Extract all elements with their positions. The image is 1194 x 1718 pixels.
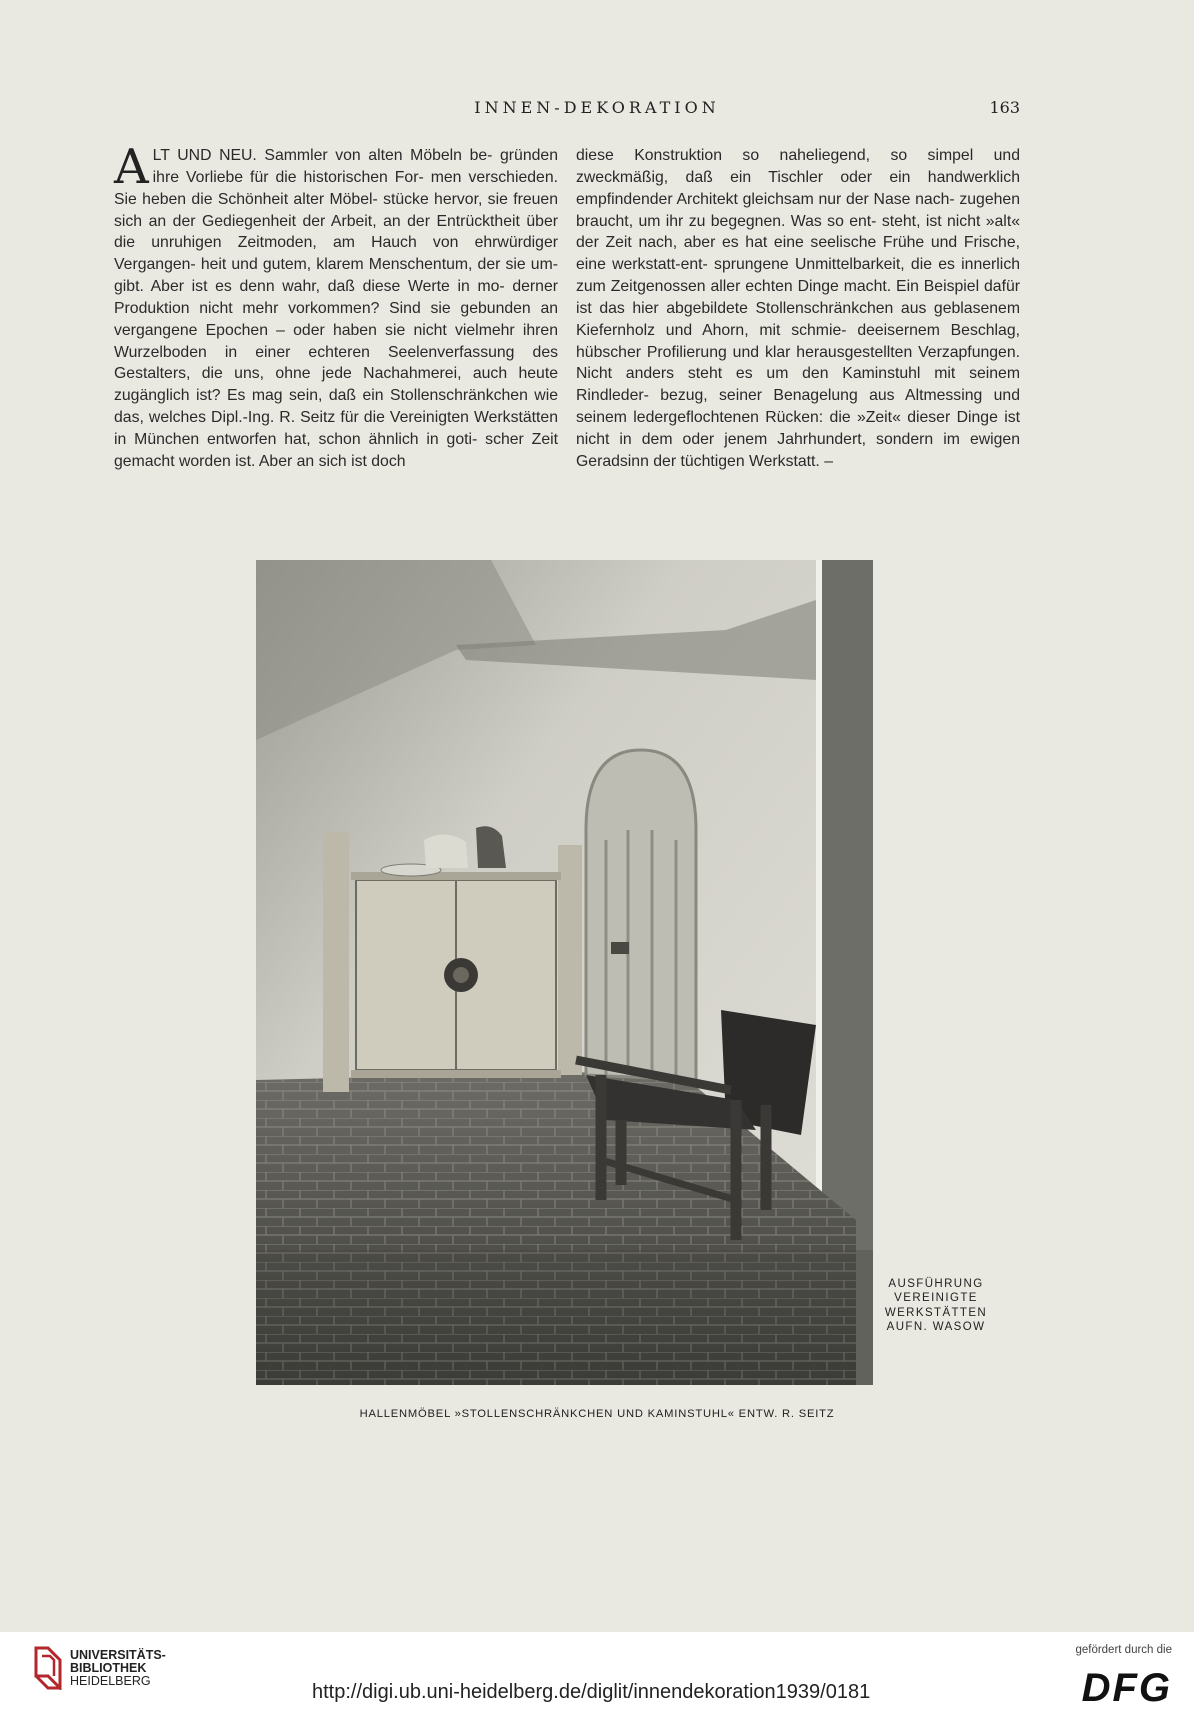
- library-name-line: UNIVERSITÄTS-: [70, 1648, 166, 1662]
- library-name-line: HEIDELBERG: [70, 1674, 151, 1688]
- text-line: Zeitmoden, am Hauch von ehrwürdiger Vergangen-: [114, 234, 558, 274]
- library-logo-icon: [30, 1646, 64, 1690]
- text-line: ist nicht in dem oder jenem Jahrhundert, sondern: [576, 409, 1021, 448]
- text-line: gründen ihre Vorliebe für die historischen For-: [152, 147, 558, 186]
- funded-by-label: gefördert durch die: [1075, 1644, 1172, 1656]
- text-line: LT UND NEU. Sammler von alten Möbeln be-: [152, 147, 493, 164]
- credit-line: VEREINIGTE: [894, 1292, 978, 1305]
- text-line: zweckmäßig, daß ein Tischler oder ein handwerklich: [576, 168, 1020, 186]
- text-line: Nachahmerei, auch heute zugänglich ist? Es mag: [114, 365, 559, 405]
- text-line: derner Produktion nicht mehr vorkommen? Sind sie: [114, 278, 559, 317]
- text-line: der Arbeit, an der Entrücktheit über die unruhigen: [114, 212, 558, 252]
- arched-door: [586, 750, 696, 1080]
- text-line: men verschieden. Sie heben die Schönheit alter Möbel-: [114, 168, 559, 208]
- text-line: nicht vielmehr ihren Wurzelboden in einer echteren: [114, 321, 558, 361]
- text-line: gebunden an vergangene Epochen – oder haben sie: [114, 299, 559, 339]
- text-line: deeisernem Beschlag, hübscher Profilierung und: [576, 321, 1021, 361]
- furniture-photograph: [256, 560, 873, 1385]
- text-line: im ewigen Geradsinn der tüchtigen Werkstatt. –: [576, 430, 1021, 470]
- text-line: steht, ist nicht »alt« der Zeit nach, aber es hat eine: [576, 212, 1020, 252]
- text-line: dafür ist das hier abgebildete Stollenschränkchen: [576, 278, 1021, 317]
- article-paragraph-left: [114, 139, 559, 473]
- text-line: diese Konstruktion so naheliegend, so simpel und: [576, 147, 1020, 164]
- text-line: stücke hervor, sie freuen sich an der Gediegenheit: [114, 190, 558, 230]
- text-line: seelische Frühe und Frische, eine werkstatt-ent-: [576, 234, 1020, 274]
- photo-credit: [878, 1277, 994, 1334]
- article-column-left: [114, 139, 559, 473]
- library-name-line: BIBLIOTHEK: [70, 1661, 147, 1675]
- text-line: Dipl.-Ing. R. Seitz für die Vereinigten Werkstätten: [211, 409, 559, 427]
- credit-line: WERKSTÄTTEN: [884, 1306, 988, 1319]
- text-line: empfindender Architekt gleichsam nur der Nase nach-: [576, 190, 955, 208]
- text-line: heit und gutem, klarem Menschentum, der sie um-: [200, 256, 559, 274]
- running-title: INNEN-DEKORATION: [474, 98, 720, 117]
- figure-caption: HALLENMÖBEL »STOLLENSCHRÄNKCHEN UND KAMINSTUHL« ENTW. R. SEITZ: [359, 1408, 835, 1420]
- text-line: aus geblasenem Kiefernholz und Ahorn, mit schmie-: [576, 299, 1020, 339]
- credit-line: AUFN. WASOW: [886, 1320, 986, 1333]
- permalink[interactable]: http://digi.ub.uni-heidelberg.de/diglit/innendekoration1939/0181: [312, 1681, 871, 1703]
- text-line: bezug, seiner Benagelung aus Altmessing und seinem: [576, 387, 1020, 427]
- text-line: Seelenverfassung des Gestalters, die uns, ohne jede: [114, 343, 559, 383]
- digital-library-footer: [0, 1632, 1194, 1718]
- text-line: klar herausgestellten Verzapfungen. Nicht anders: [576, 343, 1021, 383]
- text-line: Zeitgenossen aller echten Dinge macht. Ein Beispiel: [610, 278, 980, 296]
- text-line: sein, daß ein Stollenschränkchen wie das, welches: [114, 387, 558, 427]
- article-column-right: [576, 145, 1020, 473]
- text-line: gibt. Aber ist es denn wahr, daß diese Werte in mo-: [114, 278, 505, 296]
- text-line: sprungene Unmittelbarkeit, die es innerlich zum: [576, 256, 1020, 296]
- text-line: ledergeflochtenen Rücken: die »Zeit« dieser Dinge: [633, 409, 998, 427]
- article-paragraph-right: [576, 145, 1020, 473]
- text-line: scher Zeit gemacht worden ist. Aber an sich ist doch: [114, 430, 558, 470]
- text-line: zugehen braucht, um ihr zu begegnen. Was so ent-: [576, 190, 1020, 230]
- text-line: in München entworfen hat, schon ähnlich in goti-: [114, 430, 478, 448]
- drop-cap: A: [114, 139, 149, 195]
- page-number: 163: [989, 98, 1020, 117]
- credit-line: AUSFÜHRUNG: [888, 1278, 984, 1290]
- text-line: steht es um den Kaminstuhl mit seinem Rindleder-: [576, 365, 1020, 405]
- dfg-logo: DFG: [1081, 1666, 1172, 1710]
- library-name: [70, 1649, 166, 1688]
